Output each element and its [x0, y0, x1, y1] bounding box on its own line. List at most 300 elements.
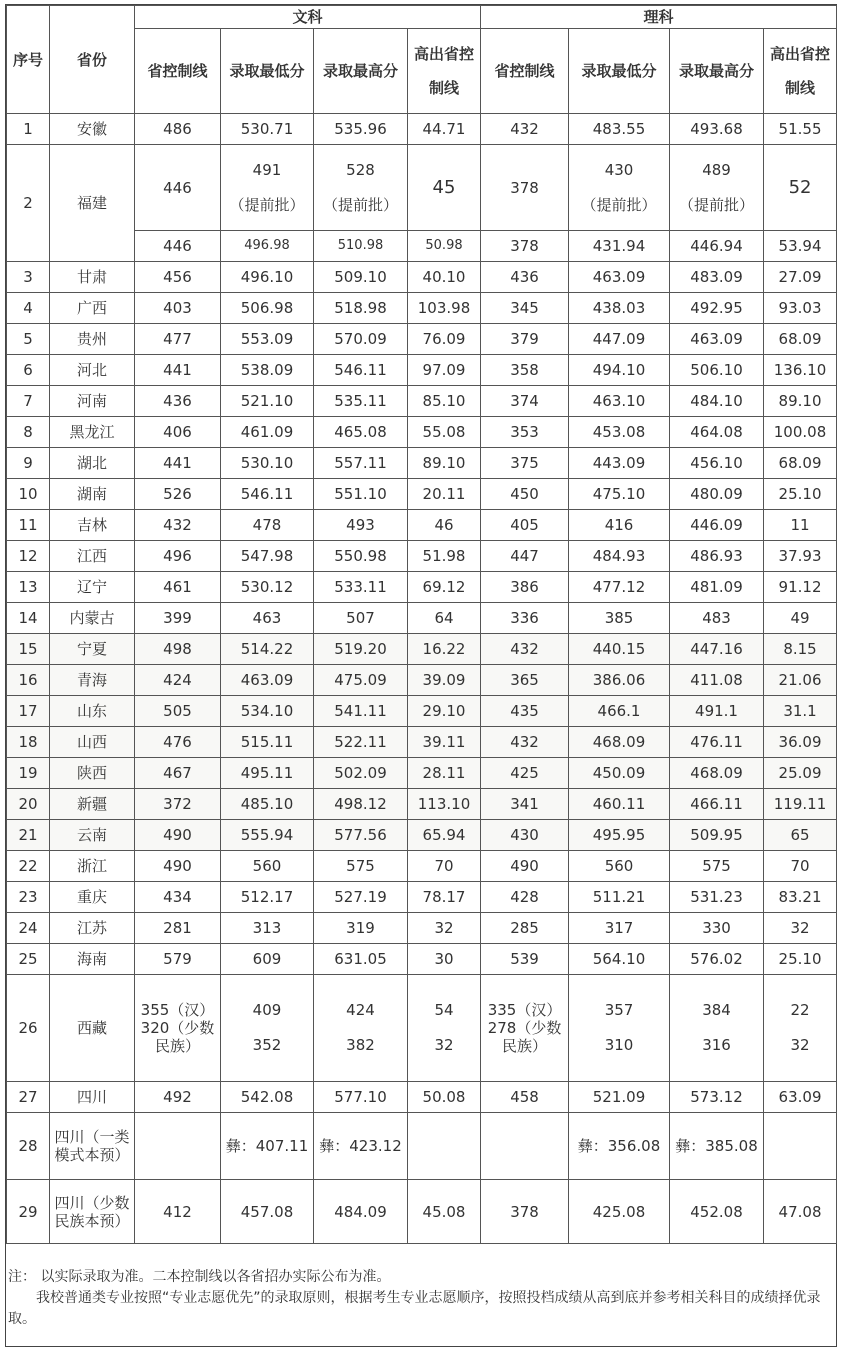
science-value: 379 — [481, 324, 569, 355]
arts-value: 550.98 — [314, 541, 408, 572]
table-row — [7, 114, 837, 145]
table-row — [7, 1082, 837, 1113]
arts-value: 97.09 — [408, 355, 481, 386]
science-value: 100.08 — [764, 417, 837, 448]
science-value: 335（汉）278（少数民族） — [481, 975, 569, 1082]
table-row — [7, 882, 837, 913]
arts-value: 519.20 — [314, 634, 408, 665]
arts-value: 512.17 — [221, 882, 314, 913]
science-value: 374 — [481, 386, 569, 417]
arts-value: 486 — [135, 114, 221, 145]
science-value: 378 — [481, 145, 569, 231]
footnote — [8, 1267, 828, 1330]
science-value: 136.10 — [764, 355, 837, 386]
arts-value: 535.96 — [314, 114, 408, 145]
science-value: 446.09 — [670, 510, 764, 541]
row-index: 5 — [7, 324, 50, 355]
footnote-line-2: 我校普通类专业按照“专业志愿优先”的录取原则，根据考生专业志愿顺序，按照投档成绩从高到底并参考相关科目的成绩择优录取。 — [8, 1290, 821, 1327]
row-index: 6 — [7, 355, 50, 386]
science-value: 32 — [764, 913, 837, 944]
arts-value: 54 32 — [408, 975, 481, 1082]
row-index: 10 — [7, 479, 50, 510]
header-arts: 文科 — [135, 6, 481, 29]
row-index: 18 — [7, 727, 50, 758]
science-value: 460.11 — [569, 789, 670, 820]
science-value: 8.15 — [764, 634, 837, 665]
science-value: 456.10 — [670, 448, 764, 479]
science-value: 440.15 — [569, 634, 670, 665]
row-province: 新疆 — [50, 789, 135, 820]
arts-value: 496.98 — [221, 231, 314, 262]
row-index: 19 — [7, 758, 50, 789]
science-value: 386 — [481, 572, 569, 603]
science-value: 405 — [481, 510, 569, 541]
science-value: 365 — [481, 665, 569, 696]
science-value: 36.09 — [764, 727, 837, 758]
science-value: 428 — [481, 882, 569, 913]
arts-value: 570.09 — [314, 324, 408, 355]
science-value: 483.55 — [569, 114, 670, 145]
science-value: 450.09 — [569, 758, 670, 789]
science-value: 330 — [670, 913, 764, 944]
science-value: 70 — [764, 851, 837, 882]
table-row — [7, 944, 837, 975]
arts-value: 526 — [135, 479, 221, 510]
arts-value: 518.98 — [314, 293, 408, 324]
arts-value: 535.11 — [314, 386, 408, 417]
arts-value: 彝：423.12 — [314, 1113, 408, 1180]
table-row — [7, 603, 837, 634]
science-value: 458 — [481, 1082, 569, 1113]
arts-value: 85.10 — [408, 386, 481, 417]
science-value: 11 — [764, 510, 837, 541]
arts-value: 40.10 — [408, 262, 481, 293]
science-value: 531.23 — [670, 882, 764, 913]
arts-value: 103.98 — [408, 293, 481, 324]
arts-value: 577.10 — [314, 1082, 408, 1113]
science-value: 416 — [569, 510, 670, 541]
row-index: 27 — [7, 1082, 50, 1113]
science-value: 484.93 — [569, 541, 670, 572]
table-row — [7, 293, 837, 324]
science-value: 375 — [481, 448, 569, 479]
arts-value: 493 — [314, 510, 408, 541]
arts-value: 579 — [135, 944, 221, 975]
row-province: 内蒙古 — [50, 603, 135, 634]
table-row — [7, 634, 837, 665]
arts-value: 557.11 — [314, 448, 408, 479]
header-arts-above-line: 高出省控制线 — [408, 29, 481, 114]
row-index: 13 — [7, 572, 50, 603]
arts-value: 521.10 — [221, 386, 314, 417]
arts-value: 50.08 — [408, 1082, 481, 1113]
science-value: 27.09 — [764, 262, 837, 293]
row-index: 7 — [7, 386, 50, 417]
arts-value: 424 — [135, 665, 221, 696]
row-province: 浙江 — [50, 851, 135, 882]
science-value: 494.10 — [569, 355, 670, 386]
science-value: 521.09 — [569, 1082, 670, 1113]
science-value: 475.10 — [569, 479, 670, 510]
arts-value: 69.12 — [408, 572, 481, 603]
science-value: 438.03 — [569, 293, 670, 324]
row-province: 陕西 — [50, 758, 135, 789]
science-value: 492.95 — [670, 293, 764, 324]
arts-value: 76.09 — [408, 324, 481, 355]
row-province: 青海 — [50, 665, 135, 696]
arts-value: 546.11 — [221, 479, 314, 510]
science-value: 25.10 — [764, 479, 837, 510]
table-row — [7, 913, 837, 944]
arts-value: 403 — [135, 293, 221, 324]
arts-value: 551.10 — [314, 479, 408, 510]
science-value — [764, 1113, 837, 1180]
science-value: 564.10 — [569, 944, 670, 975]
science-value: 357 310 — [569, 975, 670, 1082]
table-row — [7, 355, 837, 386]
row-province: 云南 — [50, 820, 135, 851]
table-row — [7, 727, 837, 758]
science-value: 447 — [481, 541, 569, 572]
row-province: 安徽 — [50, 114, 135, 145]
arts-value: 29.10 — [408, 696, 481, 727]
arts-value: 436 — [135, 386, 221, 417]
arts-value: 528 （提前批） — [314, 145, 408, 231]
row-province: 四川 — [50, 1082, 135, 1113]
arts-value: 457.08 — [221, 1180, 314, 1244]
arts-value: 560 — [221, 851, 314, 882]
science-value: 彝：385.08 — [670, 1113, 764, 1180]
document-frame — [5, 4, 837, 1347]
arts-value: 39.09 — [408, 665, 481, 696]
arts-value: 446 — [135, 231, 221, 262]
row-index: 17 — [7, 696, 50, 727]
arts-value: 538.09 — [221, 355, 314, 386]
row-index: 28 — [7, 1113, 50, 1180]
science-value: 560 — [569, 851, 670, 882]
science-value: 89.10 — [764, 386, 837, 417]
table-row — [7, 820, 837, 851]
science-value: 285 — [481, 913, 569, 944]
row-index: 25 — [7, 944, 50, 975]
row-index: 15 — [7, 634, 50, 665]
row-province: 宁夏 — [50, 634, 135, 665]
science-value: 464.08 — [670, 417, 764, 448]
arts-value: 319 — [314, 913, 408, 944]
science-value: 495.95 — [569, 820, 670, 851]
science-value: 489 （提前批） — [670, 145, 764, 231]
arts-value: 534.10 — [221, 696, 314, 727]
science-value: 431.94 — [569, 231, 670, 262]
arts-value: 465.08 — [314, 417, 408, 448]
row-index: 3 — [7, 262, 50, 293]
arts-value: 432 — [135, 510, 221, 541]
arts-value: 542.08 — [221, 1082, 314, 1113]
science-value: 468.09 — [670, 758, 764, 789]
science-value: 25.09 — [764, 758, 837, 789]
row-index: 21 — [7, 820, 50, 851]
arts-value: 515.11 — [221, 727, 314, 758]
science-value: 539 — [481, 944, 569, 975]
science-value: 68.09 — [764, 324, 837, 355]
arts-value: 506.98 — [221, 293, 314, 324]
arts-value: 509.10 — [314, 262, 408, 293]
table-row — [7, 541, 837, 572]
row-index: 4 — [7, 293, 50, 324]
arts-value: 50.98 — [408, 231, 481, 262]
arts-value: 527.19 — [314, 882, 408, 913]
arts-value: 45 — [408, 145, 481, 231]
arts-value: 441 — [135, 355, 221, 386]
row-province: 福建 — [50, 145, 135, 262]
science-value: 31.1 — [764, 696, 837, 727]
science-value: 37.93 — [764, 541, 837, 572]
arts-value: 491 （提前批） — [221, 145, 314, 231]
arts-value: 44.71 — [408, 114, 481, 145]
table-row — [7, 479, 837, 510]
arts-value: 490 — [135, 820, 221, 851]
science-value: 463.09 — [569, 262, 670, 293]
arts-value: 28.11 — [408, 758, 481, 789]
row-province: 湖北 — [50, 448, 135, 479]
science-value: 63.09 — [764, 1082, 837, 1113]
science-value: 25.10 — [764, 944, 837, 975]
row-index: 11 — [7, 510, 50, 541]
science-value: 49 — [764, 603, 837, 634]
science-value: 彝：356.08 — [569, 1113, 670, 1180]
row-province: 四川（一类模式本预） — [50, 1113, 135, 1180]
science-value: 68.09 — [764, 448, 837, 479]
science-value: 119.11 — [764, 789, 837, 820]
arts-value: 476 — [135, 727, 221, 758]
table-row — [7, 665, 837, 696]
science-value — [481, 1113, 569, 1180]
arts-value: 530.12 — [221, 572, 314, 603]
table-row — [7, 145, 837, 231]
row-province: 辽宁 — [50, 572, 135, 603]
science-value: 22 32 — [764, 975, 837, 1082]
arts-value: 55.08 — [408, 417, 481, 448]
science-value: 463.09 — [670, 324, 764, 355]
header-arts-min-score: 录取最低分 — [221, 29, 314, 114]
arts-value: 441 — [135, 448, 221, 479]
row-index: 22 — [7, 851, 50, 882]
arts-value: 546.11 — [314, 355, 408, 386]
science-value: 83.21 — [764, 882, 837, 913]
arts-value: 461.09 — [221, 417, 314, 448]
arts-value: 412 — [135, 1180, 221, 1244]
arts-value: 492 — [135, 1082, 221, 1113]
arts-value: 45.08 — [408, 1180, 481, 1244]
arts-value: 372 — [135, 789, 221, 820]
arts-value: 51.98 — [408, 541, 481, 572]
science-value: 490 — [481, 851, 569, 882]
table-row — [7, 324, 837, 355]
header-arts-control-line: 省控制线 — [135, 29, 221, 114]
arts-value: 78.17 — [408, 882, 481, 913]
arts-value: 522.11 — [314, 727, 408, 758]
row-index: 9 — [7, 448, 50, 479]
science-value: 21.06 — [764, 665, 837, 696]
science-value: 447.16 — [670, 634, 764, 665]
row-province: 江苏 — [50, 913, 135, 944]
arts-value: 467 — [135, 758, 221, 789]
header-science-control-line: 省控制线 — [481, 29, 569, 114]
science-value: 576.02 — [670, 944, 764, 975]
science-value: 411.08 — [670, 665, 764, 696]
science-value: 509.95 — [670, 820, 764, 851]
header-index: 序号 — [7, 6, 50, 114]
row-index: 2 — [7, 145, 50, 262]
table-row — [7, 851, 837, 882]
arts-value — [408, 1113, 481, 1180]
arts-value: 281 — [135, 913, 221, 944]
science-value: 436 — [481, 262, 569, 293]
arts-value: 575 — [314, 851, 408, 882]
row-index: 1 — [7, 114, 50, 145]
science-value: 336 — [481, 603, 569, 634]
table-row — [7, 789, 837, 820]
arts-value: 533.11 — [314, 572, 408, 603]
header-province: 省份 — [50, 6, 135, 114]
science-value: 386.06 — [569, 665, 670, 696]
arts-value: 461 — [135, 572, 221, 603]
row-index: 14 — [7, 603, 50, 634]
arts-value: 477 — [135, 324, 221, 355]
arts-value: 510.98 — [314, 231, 408, 262]
science-value: 480.09 — [670, 479, 764, 510]
arts-value: 547.98 — [221, 541, 314, 572]
arts-value: 70 — [408, 851, 481, 882]
row-province: 山西 — [50, 727, 135, 758]
table-row — [7, 417, 837, 448]
science-value: 432 — [481, 727, 569, 758]
table-row — [7, 758, 837, 789]
arts-value: 彝：407.11 — [221, 1113, 314, 1180]
science-value: 432 — [481, 114, 569, 145]
arts-value: 609 — [221, 944, 314, 975]
arts-value: 89.10 — [408, 448, 481, 479]
header-science: 理科 — [481, 6, 837, 29]
science-value: 486.93 — [670, 541, 764, 572]
table-row — [7, 1180, 837, 1244]
science-value: 384 316 — [670, 975, 764, 1082]
science-value: 575 — [670, 851, 764, 882]
row-province: 海南 — [50, 944, 135, 975]
science-value: 51.55 — [764, 114, 837, 145]
header-science-max-score: 录取最高分 — [670, 29, 764, 114]
science-value: 476.11 — [670, 727, 764, 758]
arts-value: 496 — [135, 541, 221, 572]
science-value: 385 — [569, 603, 670, 634]
arts-value: 406 — [135, 417, 221, 448]
arts-value: 313 — [221, 913, 314, 944]
row-index: 23 — [7, 882, 50, 913]
table-row — [7, 572, 837, 603]
arts-value: 530.71 — [221, 114, 314, 145]
arts-value: 456 — [135, 262, 221, 293]
science-value: 378 — [481, 1180, 569, 1244]
admission-score-table — [6, 5, 837, 1244]
arts-value: 424 382 — [314, 975, 408, 1082]
science-value: 463.10 — [569, 386, 670, 417]
science-value: 447.09 — [569, 324, 670, 355]
arts-value: 498.12 — [314, 789, 408, 820]
table-row — [7, 510, 837, 541]
science-value: 353 — [481, 417, 569, 448]
arts-value: 446 — [135, 145, 221, 231]
science-value: 430 — [481, 820, 569, 851]
arts-value: 495.11 — [221, 758, 314, 789]
row-province: 贵州 — [50, 324, 135, 355]
arts-value: 16.22 — [408, 634, 481, 665]
arts-value: 555.94 — [221, 820, 314, 851]
table-row — [7, 262, 837, 293]
row-province: 湖南 — [50, 479, 135, 510]
row-province: 河北 — [50, 355, 135, 386]
row-index: 20 — [7, 789, 50, 820]
science-value: 317 — [569, 913, 670, 944]
arts-value: 355（汉）320（少数民族） — [135, 975, 221, 1082]
science-value: 47.08 — [764, 1180, 837, 1244]
science-value: 450 — [481, 479, 569, 510]
arts-value: 514.22 — [221, 634, 314, 665]
science-value: 481.09 — [670, 572, 764, 603]
row-index: 16 — [7, 665, 50, 696]
arts-value: 64 — [408, 603, 481, 634]
science-value: 52 — [764, 145, 837, 231]
science-value: 477.12 — [569, 572, 670, 603]
arts-value: 463.09 — [221, 665, 314, 696]
arts-value: 20.11 — [408, 479, 481, 510]
science-value: 573.12 — [670, 1082, 764, 1113]
arts-value: 65.94 — [408, 820, 481, 851]
science-value: 435 — [481, 696, 569, 727]
arts-value: 434 — [135, 882, 221, 913]
table-row — [7, 975, 837, 1082]
arts-value: 502.09 — [314, 758, 408, 789]
arts-value: 409 352 — [221, 975, 314, 1082]
arts-value: 553.09 — [221, 324, 314, 355]
row-index: 8 — [7, 417, 50, 448]
arts-value: 577.56 — [314, 820, 408, 851]
arts-value: 498 — [135, 634, 221, 665]
row-province: 河南 — [50, 386, 135, 417]
science-value: 483.09 — [670, 262, 764, 293]
science-value: 91.12 — [764, 572, 837, 603]
row-index: 24 — [7, 913, 50, 944]
science-value: 446.94 — [670, 231, 764, 262]
arts-value: 475.09 — [314, 665, 408, 696]
science-value: 511.21 — [569, 882, 670, 913]
science-value: 53.94 — [764, 231, 837, 262]
arts-value: 507 — [314, 603, 408, 634]
row-province: 江西 — [50, 541, 135, 572]
header-science-above-line: 高出省控制线 — [764, 29, 837, 114]
row-province: 黑龙江 — [50, 417, 135, 448]
science-value: 484.10 — [670, 386, 764, 417]
header-science-min-score: 录取最低分 — [569, 29, 670, 114]
table-row — [7, 448, 837, 479]
arts-value: 32 — [408, 913, 481, 944]
arts-value: 631.05 — [314, 944, 408, 975]
science-value: 430 （提前批） — [569, 145, 670, 231]
science-value: 443.09 — [569, 448, 670, 479]
table-row — [7, 696, 837, 727]
arts-value: 484.09 — [314, 1180, 408, 1244]
science-value: 493.68 — [670, 114, 764, 145]
arts-value: 530.10 — [221, 448, 314, 479]
